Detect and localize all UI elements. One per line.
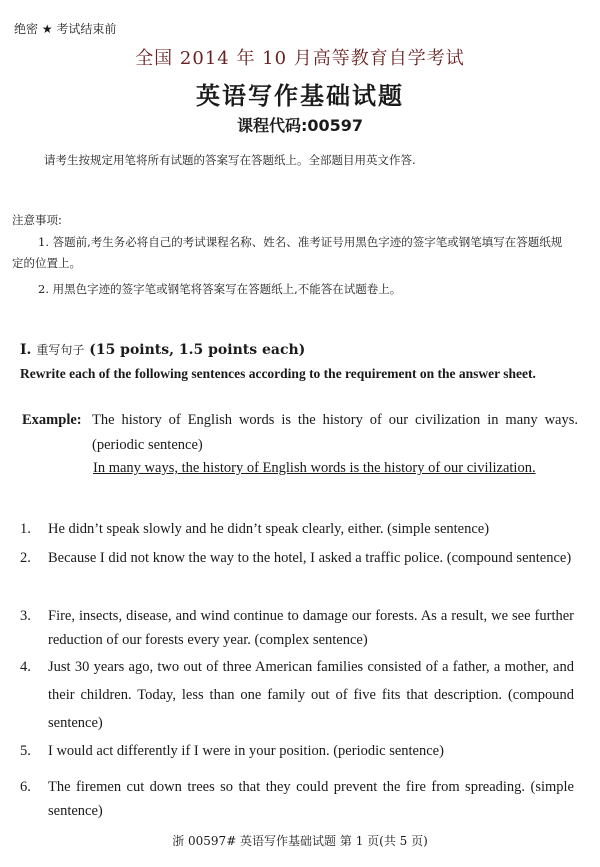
example-block (22, 408, 578, 476)
example-label: Example: (22, 412, 82, 428)
question-text: The firemen cut down trees so that they could prevent the fire from spreading. (simple sentence) (48, 779, 574, 819)
section-number: I. (20, 342, 32, 358)
paper-title: 英语写作基础试题 (196, 82, 404, 110)
note-item: 2. 用黑色字迹的签字笔或钢笔将答案写在答题纸上,不能答在试题卷上。 (38, 282, 402, 296)
question-text: Just 30 years ago, two out of three American families consisted of a father, a mother, and their children. Today, less than one family out of five fits that description. (compound sentence) (48, 659, 574, 731)
question-text: Because I did not know the way to the hotel, I asked a traffic police. (compound sentence) (48, 550, 572, 566)
question-number: 1. (20, 521, 31, 537)
notes-title: 注意事项: (12, 213, 62, 227)
section-points: (15 points, 1.5 points each) (89, 342, 306, 358)
exam-title: 全国 2014 年 10 月高等教育自学考试 (135, 48, 465, 69)
confidential-line: 绝密 ★ 考试结束前 (14, 22, 117, 36)
question-text: He didn’t speak slowly and he didn’t speak clearly, either. (simple sentence) (48, 521, 490, 537)
question-number: 6. (20, 779, 31, 795)
note-item: 1. 答题前,考生务必将自己的考试课程名称、姓名、准考证号用黑色字迹的签字笔或钢笔填写在答题纸规定的位置上。 (12, 235, 563, 270)
question-number: 4. (20, 659, 31, 675)
page-footer: 浙 00597# 英语写作基础试题 第 1 页(共 5 页) (172, 834, 428, 848)
example-question: The history of English words is the history of our civilization in many ways. (periodic sentence) (92, 412, 578, 453)
general-instruction: 请考生按规定用笔将所有试题的答案写在答题纸上。全部题目用英文作答. (44, 153, 416, 167)
question-text: I would act differently if I were in your position. (periodic sentence) (48, 743, 444, 759)
section-heading (20, 341, 305, 358)
example-answer: In many ways, the history of English words is the history of our civilization. (93, 460, 536, 476)
section-instruction: Rewrite each of the following sentences according to the requirement on the answer sheet. (20, 366, 536, 381)
question-number: 2. (20, 550, 31, 566)
question-number: 5. (20, 743, 31, 759)
question-text: Fire, insects, disease, and wind continue to damage our forests. As a result, we see further reduction of our forests every year. (complex sentence) (48, 608, 574, 648)
question-number: 3. (20, 608, 31, 624)
course-code: 课程代码:00597 (236, 116, 364, 135)
section-title: 重写句子 (36, 343, 85, 357)
